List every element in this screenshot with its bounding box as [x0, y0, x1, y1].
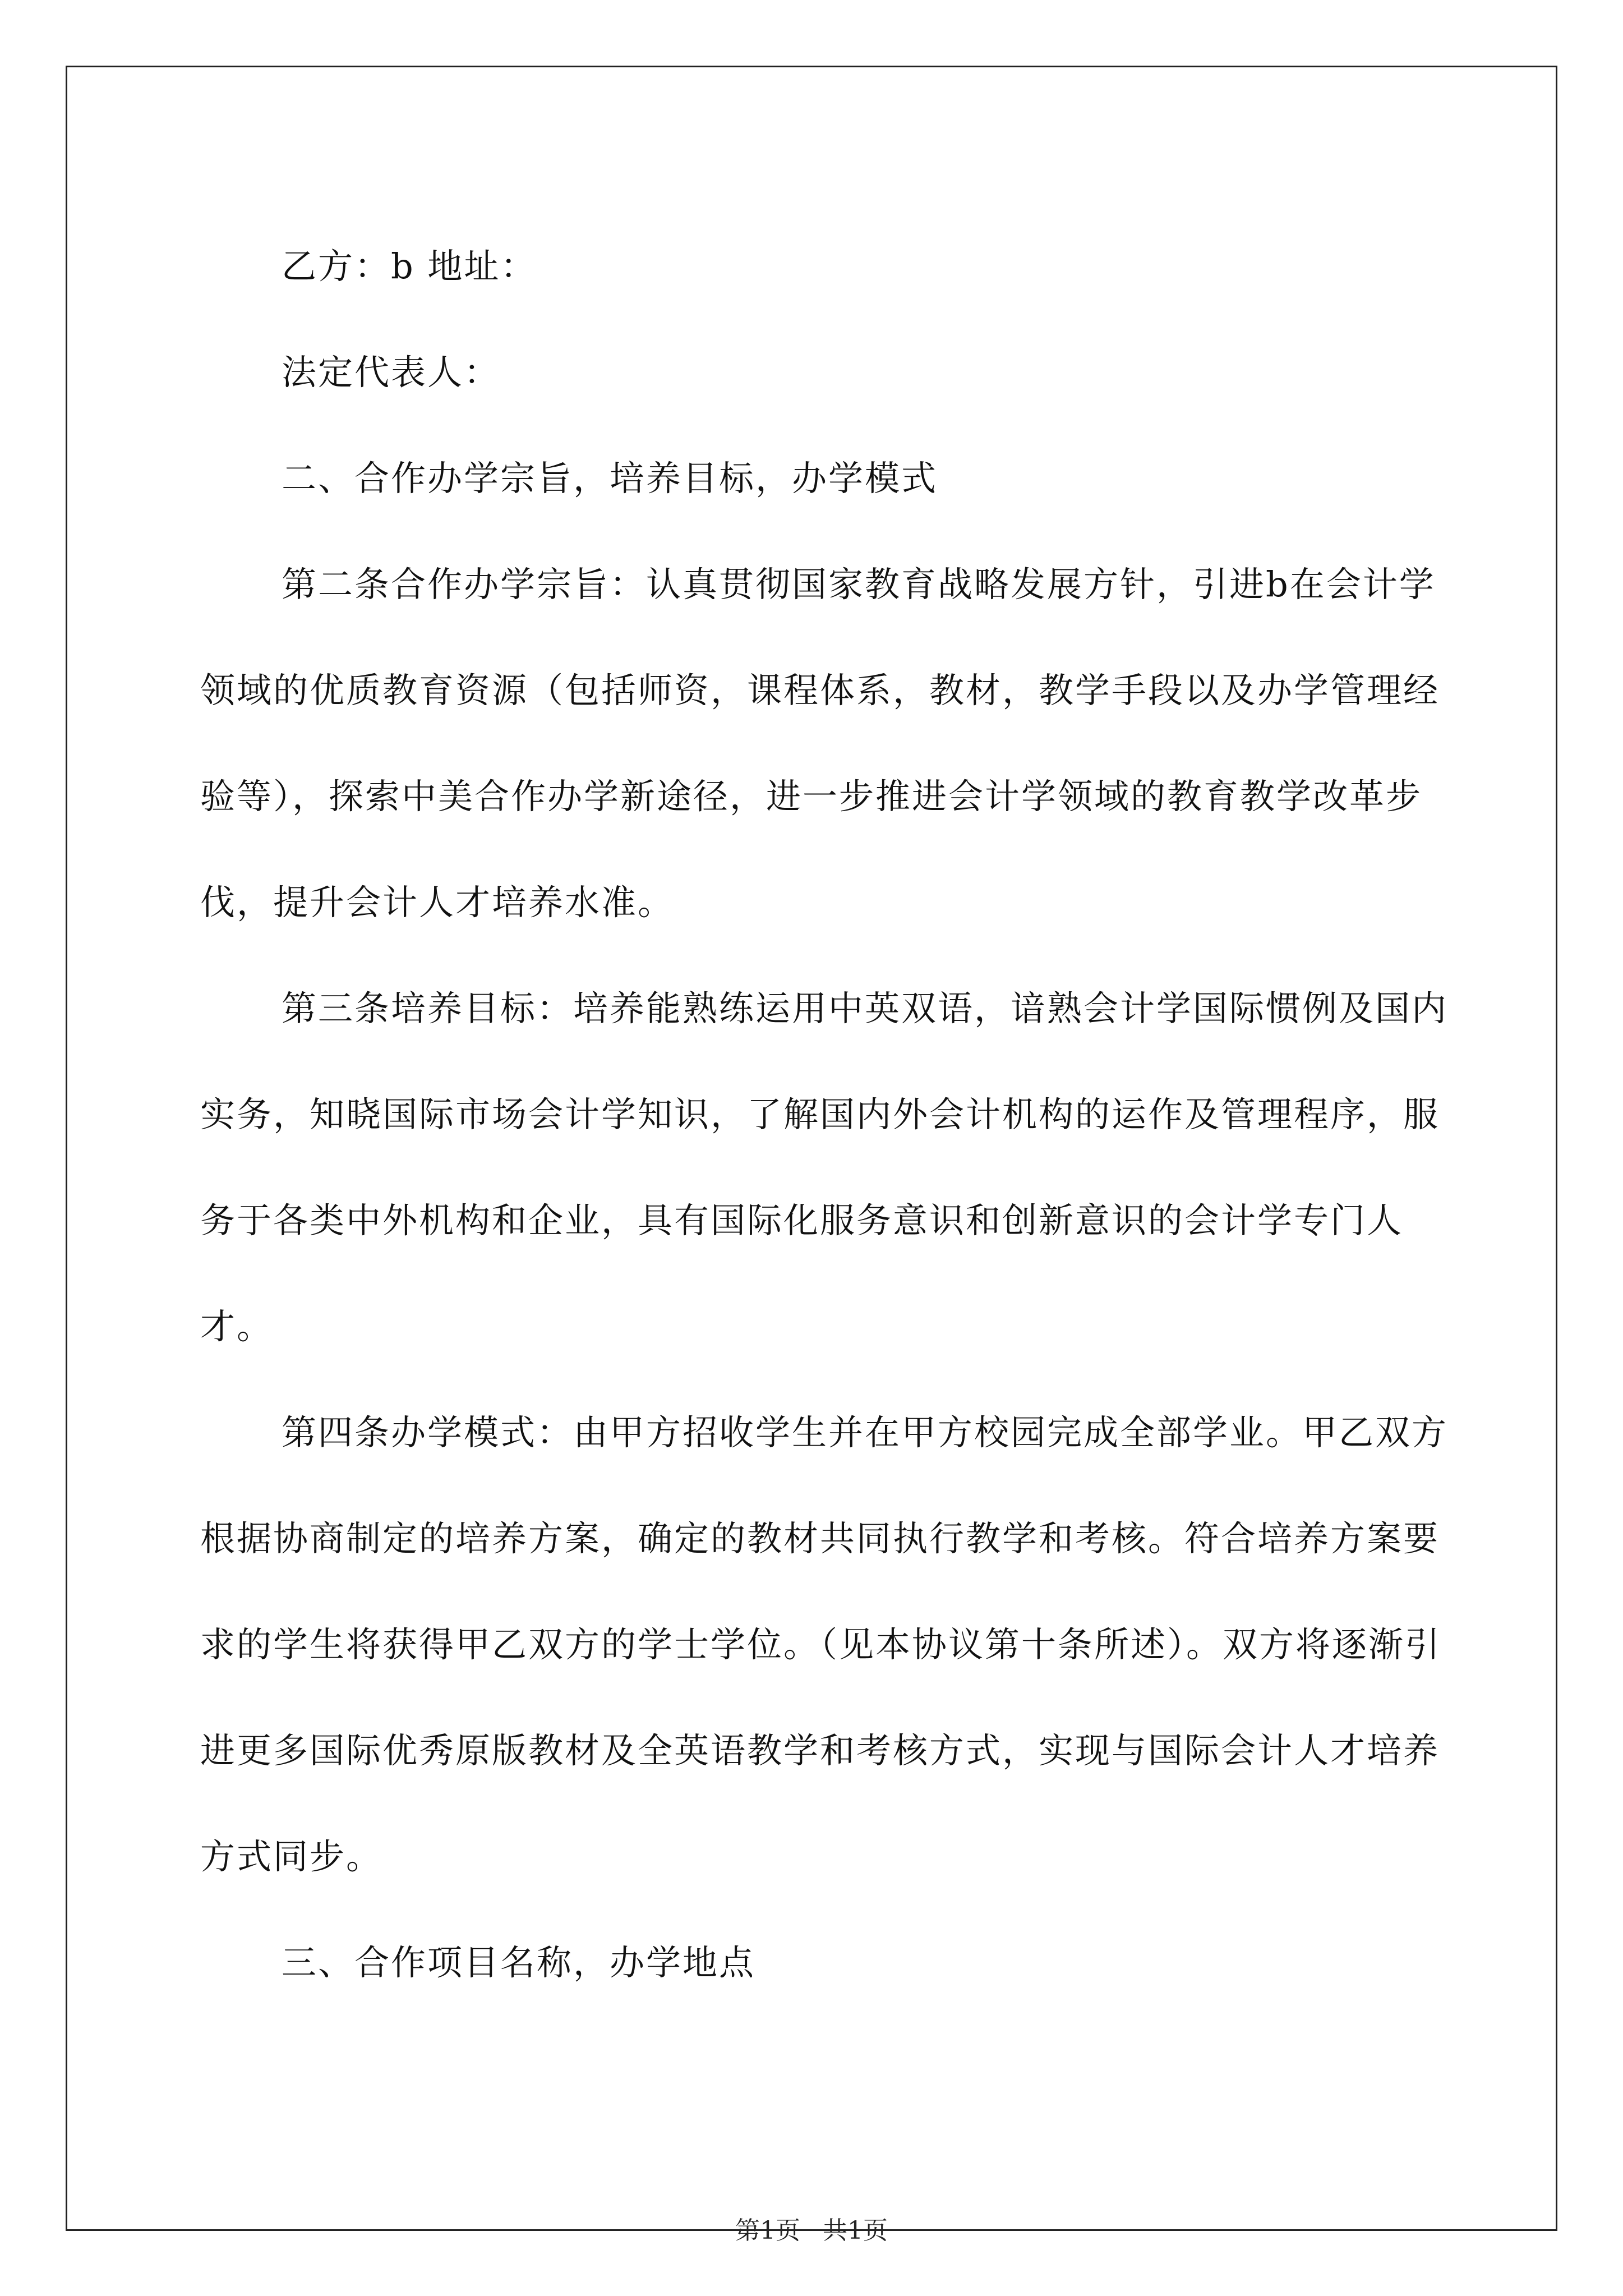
section-heading-3: 三、合作项目名称，办学地点	[282, 1942, 756, 1983]
article-2-paragraph: 第二条合作办学宗旨：认真贯彻国家教育战略发展方针，引进b在会计学领域的优质教育资源（包括师资，课程体系，教材，教学手段以及办学管理经验等），探索中美合作办学新途径，进一步推进会计学领域的教育教学改革步伐，提升会计人才培养水准。	[200, 564, 1440, 923]
party-b-line: 乙方：b 地址：	[282, 246, 537, 287]
page-number: 第1页	[735, 2216, 800, 2245]
document-body	[200, 213, 1462, 2016]
article-4-paragraph: 第四条办学模式：由甲方招收学生并在甲方校园完成全部学业。甲乙双方根据协商制定的培养方案，确定的教材共同执行教学和考核。符合培养方案要求的学生将获得甲乙双方的学士学位。（见本协议第十条所述）。双方将逐渐引进更多国际优秀原版教材及全英语教学和考核方式，实现与国际会计人才培养方式同步。	[200, 1412, 1449, 1877]
legal-representative-line: 法定代表人：	[282, 352, 501, 393]
article-3-paragraph: 第三条培养目标：培养能熟练运用中英双语，谙熟会计学国际惯例及国内实务，知晓国际市场会计学知识，了解国内外会计机构的运作及管理程序，服务于各类中外机构和企业，具有国际化服务意识和创新意识的会计学专门人才。	[200, 988, 1449, 1347]
section-heading-2: 二、合作办学宗旨，培养目标，办学模式	[282, 458, 938, 499]
page-footer	[0, 2210, 1623, 2246]
page-total: 共1页	[823, 2216, 888, 2245]
